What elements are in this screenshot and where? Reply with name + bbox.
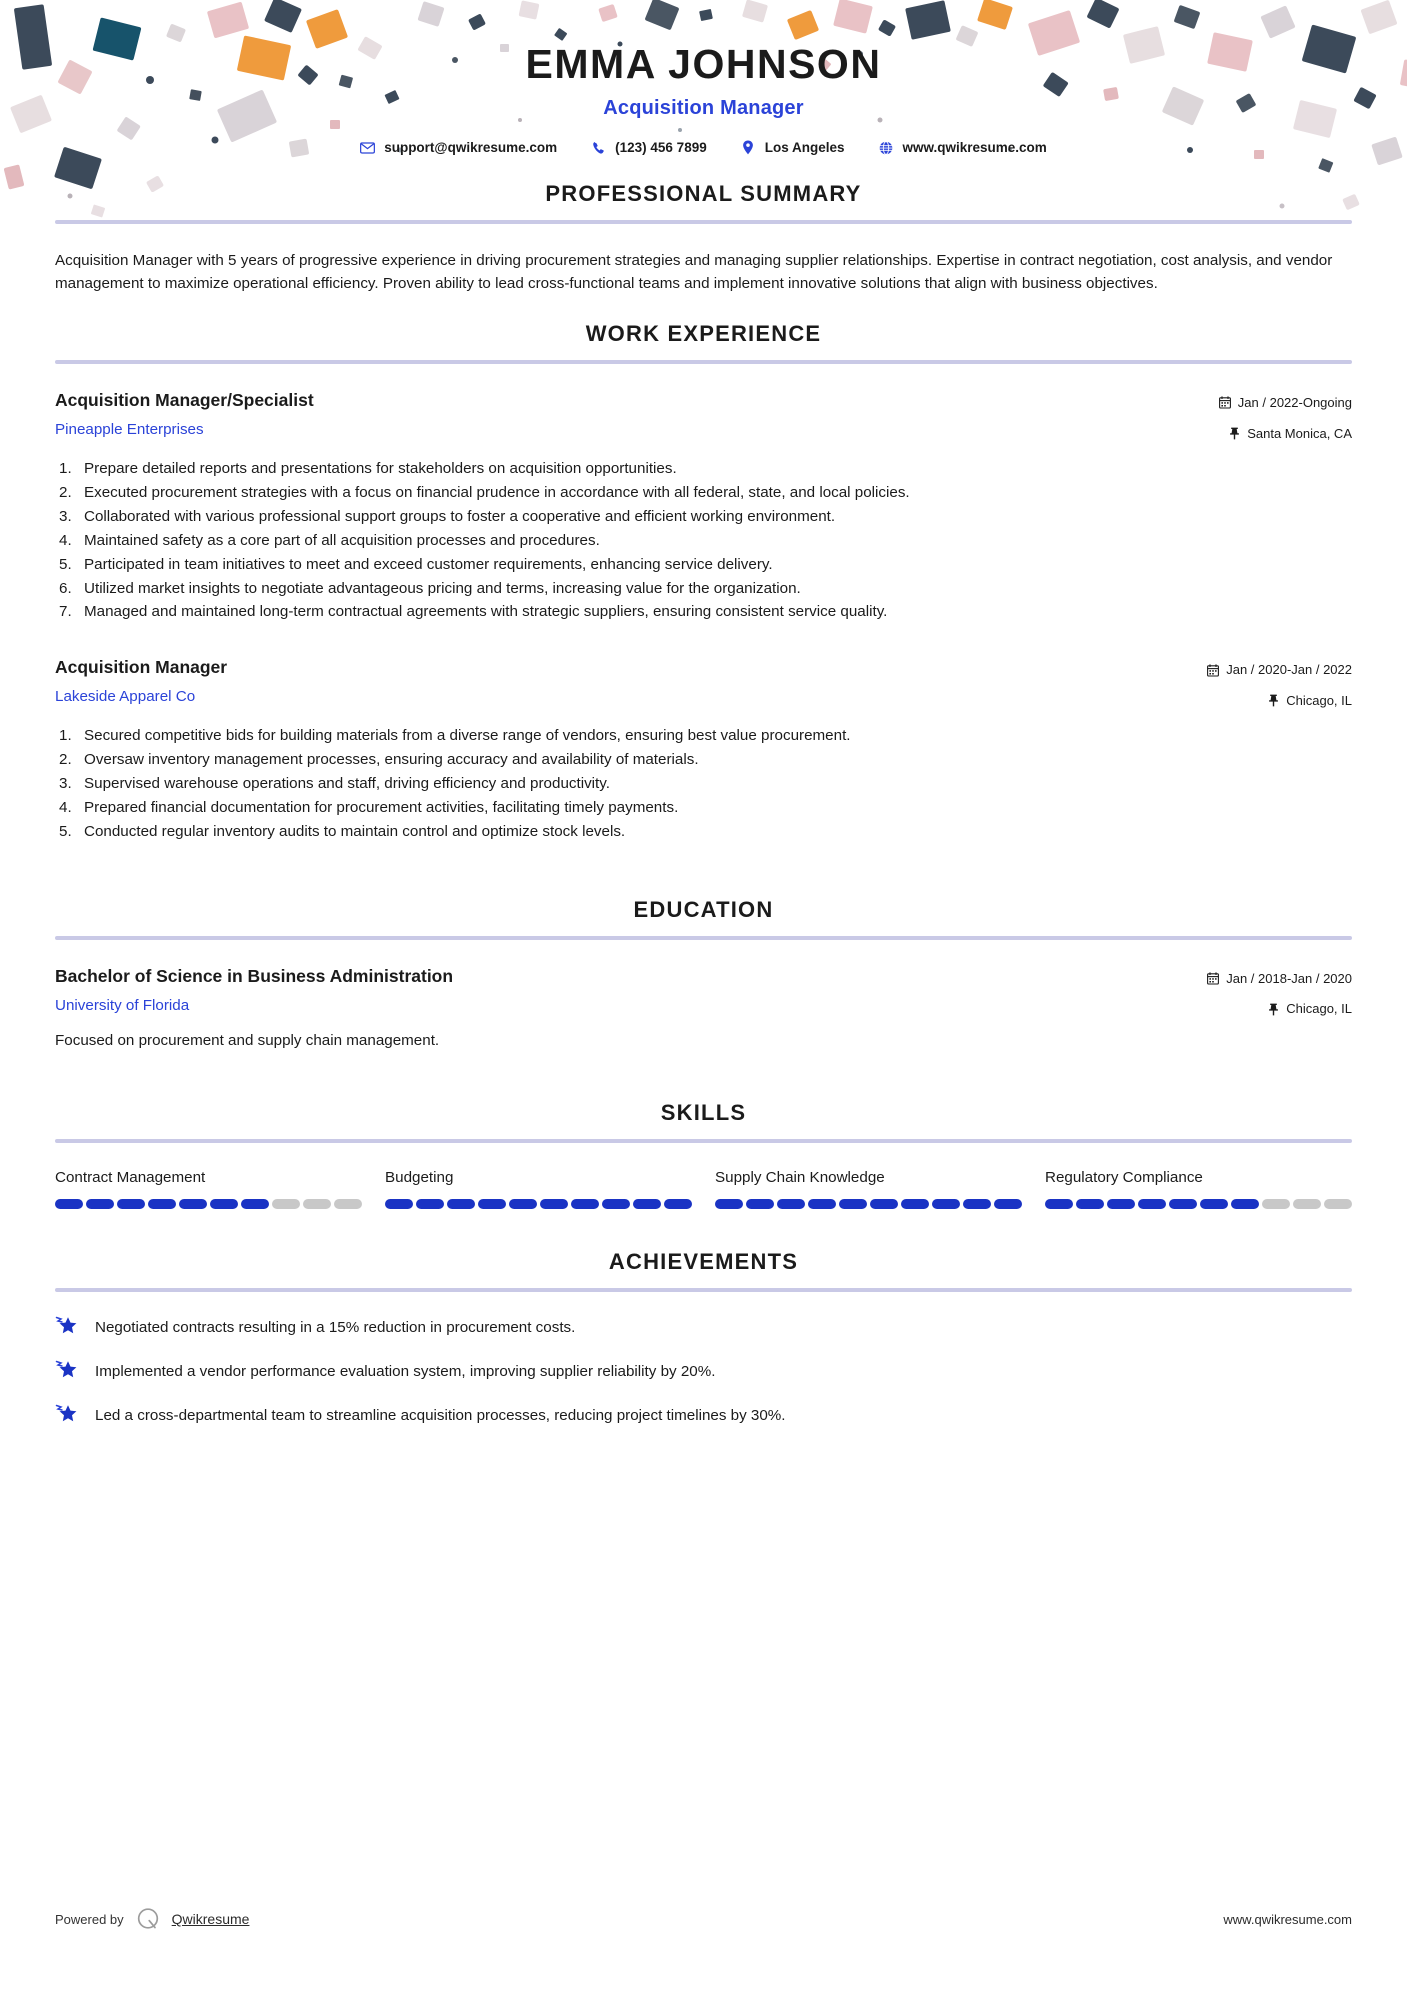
skill-item (385, 1169, 692, 1209)
contact-phone[interactable] (591, 140, 707, 155)
candidate-name: EMMA JOHNSON (525, 41, 882, 87)
list-item: Prepared financial documentation for procurement activities, facilitating timely payments. (84, 799, 679, 816)
skill-segment (746, 1199, 774, 1209)
education-entry-header (55, 966, 1352, 1019)
calendar-icon (1207, 972, 1219, 985)
skill-label: Budgeting (385, 1168, 454, 1186)
contact-location-text: Los Angeles (764, 140, 845, 156)
skill-segment (1076, 1199, 1104, 1209)
achievement-item (55, 1402, 1352, 1427)
experience-role: Acquisition Manager/Specialist (55, 390, 314, 411)
skill-rating-bar (1045, 1199, 1352, 1209)
skill-segment (272, 1199, 300, 1209)
contact-email[interactable] (360, 140, 557, 155)
education-dates-text: Jan / 2018-Jan / 2020 (1226, 970, 1352, 986)
skill-segment (994, 1199, 1022, 1209)
experience-dates-text: Jan / 2022-Ongoing (1237, 395, 1352, 411)
skill-item (715, 1169, 1022, 1209)
skill-segment (117, 1199, 145, 1209)
skill-segment (509, 1199, 537, 1209)
phone-icon (591, 140, 606, 155)
skill-rating-bar (385, 1199, 692, 1209)
footer-branding (55, 1906, 249, 1932)
skill-segment (963, 1199, 991, 1209)
experience-entry (55, 390, 1352, 623)
skill-segment (210, 1199, 238, 1209)
contact-website[interactable] (879, 140, 1047, 155)
skill-segment (1293, 1199, 1321, 1209)
list-item: Participated in team initiatives to meet and exceed customer requirements, enhancing service delivery. (84, 555, 773, 573)
skills-grid (55, 1169, 1352, 1209)
skill-label: Regulatory Compliance (1045, 1168, 1203, 1186)
candidate-job-title: Acquisition Manager (603, 97, 804, 120)
skill-segment (808, 1199, 836, 1209)
experience-location-text: Santa Monica, CA (1247, 425, 1352, 441)
contact-email-text: support@qwikresume.com (384, 140, 558, 156)
skill-segment (1324, 1199, 1352, 1209)
skill-item (1045, 1169, 1352, 1209)
achievements-list (55, 1314, 1352, 1427)
section-achievements (55, 1249, 1352, 1427)
skill-segment (385, 1199, 413, 1209)
skill-segment (478, 1199, 506, 1209)
globe-icon (879, 140, 894, 155)
location-pin-icon (741, 140, 756, 155)
skill-rating-bar (715, 1199, 1022, 1209)
skill-segment (334, 1199, 362, 1209)
skill-segment (1045, 1199, 1073, 1209)
experience-entry-header (55, 657, 1352, 710)
skill-segment (148, 1199, 176, 1209)
list-item: Maintained safety as a core part of all acquisition processes and procedures. (84, 531, 600, 549)
section-title-summary: PROFESSIONAL SUMMARY (545, 181, 862, 207)
skill-segment (540, 1199, 568, 1209)
achievement-text: Negotiated contracts resulting in a 15% reduction in procurement costs. (95, 1318, 576, 1336)
section-title-skills: SKILLS (660, 1099, 747, 1125)
star-icon (55, 1401, 80, 1426)
list-item: Prepare detailed reports and presentations for stakeholders on acquisition opportunities. (84, 460, 677, 478)
skill-segment (55, 1199, 83, 1209)
skill-segment (901, 1199, 929, 1209)
education-degree: Bachelor of Science in Business Administration (55, 965, 454, 986)
experience-location (1219, 424, 1352, 444)
contact-website-text: www.qwikresume.com (902, 140, 1047, 156)
envelope-icon (360, 140, 375, 155)
pushpin-icon (1267, 694, 1279, 707)
skill-label: Contract Management (55, 1168, 206, 1186)
education-school[interactable]: University of Florida (55, 996, 190, 1014)
experience-dates-text: Jan / 2020-Jan / 2022 (1226, 662, 1352, 678)
list-item: Collaborated with various professional support groups to foster a cooperative and efficient working environment. (84, 507, 836, 525)
education-location (1207, 999, 1352, 1019)
section-divider (55, 220, 1352, 224)
pushpin-icon (1228, 427, 1240, 440)
section-title-achievements: ACHIEVEMENTS (608, 1248, 799, 1274)
section-divider (55, 1288, 1352, 1292)
list-item: Secured competitive bids for building materials from a diverse range of vendors, ensuring best value procurement. (84, 727, 851, 745)
skill-item (55, 1169, 362, 1209)
skill-segment (932, 1199, 960, 1209)
list-item: Managed and maintained long-term contractual agreements with strategic suppliers, ensuring consistent service quality. (84, 603, 888, 621)
skill-rating-bar (55, 1199, 362, 1209)
skill-segment (633, 1199, 661, 1209)
achievement-text: Implemented a vendor performance evaluation system, improving supplier reliability by 20%. (95, 1362, 716, 1380)
skill-segment (1262, 1199, 1290, 1209)
skill-segment (602, 1199, 630, 1209)
section-professional-summary (55, 181, 1352, 295)
contact-phone-text: (123) 456 7899 (615, 140, 707, 156)
page-footer (0, 1906, 1407, 1932)
skill-segment (1200, 1199, 1228, 1209)
list-item: Executed procurement strategies with a focus on financial prudence in accordance with all federal, state, and local policies. (84, 483, 910, 501)
skill-segment (777, 1199, 805, 1209)
list-item: Supervised warehouse operations and staff, driving efficiency and productivity. (84, 775, 610, 793)
experience-location-text: Chicago, IL (1286, 692, 1352, 708)
calendar-icon (1207, 664, 1219, 677)
section-skills (55, 1100, 1352, 1209)
section-title-experience: WORK EXPERIENCE (585, 321, 822, 347)
skill-segment (715, 1199, 743, 1209)
footer-website[interactable]: www.qwikresume.com (1223, 1911, 1352, 1927)
experience-dates (1219, 393, 1352, 413)
skill-segment (303, 1199, 331, 1209)
contact-location (741, 140, 845, 155)
achievement-item (55, 1358, 1352, 1383)
experience-organization[interactable]: Lakeside Apparel Co (55, 688, 196, 706)
skill-segment (664, 1199, 692, 1209)
skill-segment (86, 1199, 114, 1209)
skill-segment (839, 1199, 867, 1209)
skill-label: Supply Chain Knowledge (715, 1168, 885, 1186)
experience-bullets (55, 725, 1352, 842)
achievement-item (55, 1314, 1352, 1339)
skill-segment (571, 1199, 599, 1209)
pushpin-icon (1267, 1003, 1279, 1016)
list-item: Utilized market insights to negotiate advantageous pricing and terms, increasing value for the organization. (84, 579, 801, 597)
skill-segment (1169, 1199, 1197, 1209)
experience-organization[interactable]: Pineapple Enterprises (55, 420, 204, 438)
education-note: Focused on procurement and supply chain management. (55, 1031, 440, 1049)
star-icon (55, 1313, 80, 1338)
qwikresume-brand-link[interactable]: Qwikresume (171, 1911, 250, 1927)
experience-role: Acquisition Manager (55, 657, 228, 678)
section-title-education: EDUCATION (633, 896, 774, 922)
section-work-experience (55, 321, 1352, 843)
skill-segment (241, 1199, 269, 1209)
achievement-text: Led a cross-departmental team to streamline acquisition processes, reducing project timelines by 30%. (95, 1406, 786, 1424)
qwikresume-logo-icon (135, 1906, 161, 1932)
experience-bullets (55, 458, 1352, 623)
experience-location (1207, 691, 1352, 711)
education-dates (1207, 969, 1352, 989)
contact-row (55, 140, 1352, 155)
skill-segment (870, 1199, 898, 1209)
star-icon (55, 1357, 80, 1382)
education-entry (55, 966, 1352, 1052)
skill-segment (179, 1199, 207, 1209)
summary-text: Acquisition Manager with 5 years of progressive experience in driving procurement strategies and managing supplier relationships. Expertise in contract negotiation, cost analysis, and vendor management to maximize operational efficiency. Proven ability to lead cross-functional teams and implement innovative solutions that align with business objectives. (55, 252, 1333, 292)
section-divider (55, 1139, 1352, 1143)
list-item: Oversaw inventory management processes, ensuring accuracy and availability of materials. (84, 751, 699, 769)
skill-segment (416, 1199, 444, 1209)
section-divider (55, 936, 1352, 940)
skill-segment (1107, 1199, 1135, 1209)
list-item: Conducted regular inventory audits to maintain control and optimize stock levels. (84, 822, 626, 840)
section-divider (55, 360, 1352, 364)
calendar-icon (1219, 396, 1231, 409)
section-education (55, 897, 1352, 1052)
experience-entry (55, 657, 1352, 842)
resume-header (55, 0, 1352, 155)
education-location-text: Chicago, IL (1286, 1001, 1352, 1017)
experience-dates (1207, 660, 1352, 680)
powered-by-label: Powered by (55, 1911, 124, 1927)
skill-segment (1231, 1199, 1259, 1209)
skill-segment (447, 1199, 475, 1209)
experience-entry-header (55, 390, 1352, 443)
skill-segment (1138, 1199, 1166, 1209)
